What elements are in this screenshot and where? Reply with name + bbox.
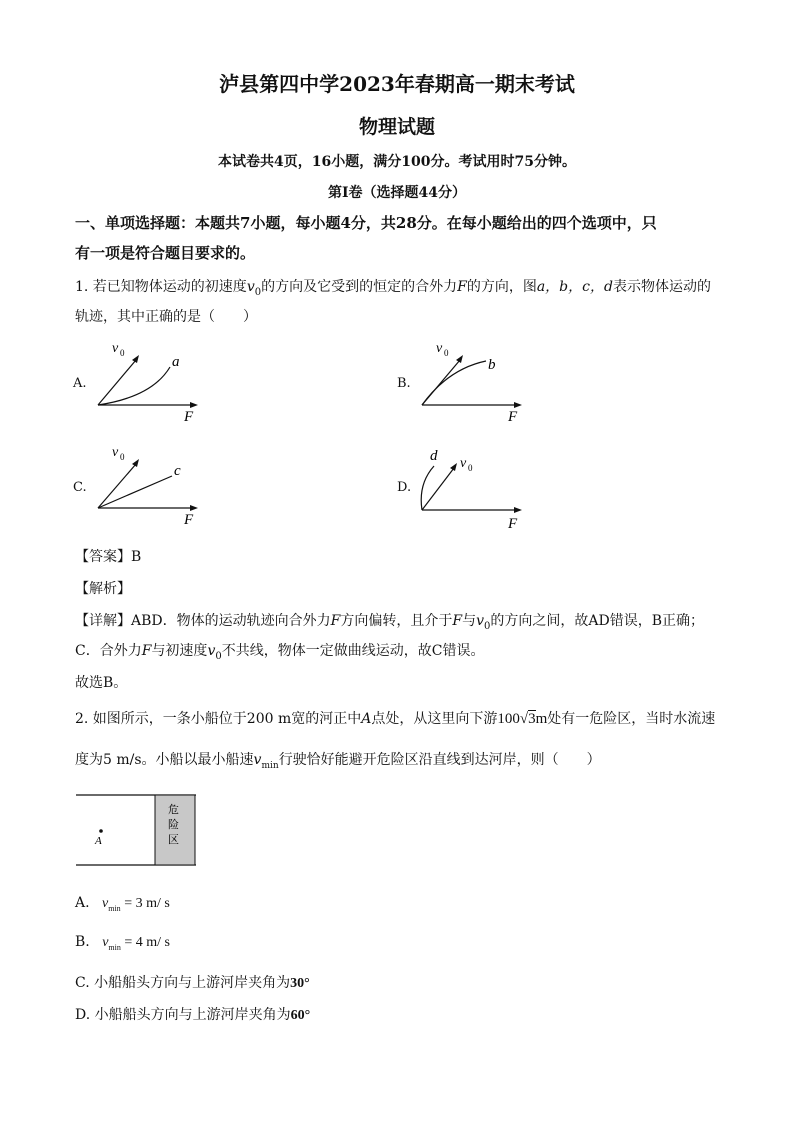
q1-stem-text: 的方向及它受到的恒定的合外力 <box>261 279 458 295</box>
q1-abcd-symbols: a，b，c，d <box>536 279 613 295</box>
exam-info: 本试卷共4页，16小题，满分100分。考试用时75分钟。 <box>218 154 576 170</box>
option-text: C. 小船船头方向与上游河岸夹角为 <box>75 975 291 991</box>
v-symbol: v <box>102 896 109 911</box>
q1-stem-text: 的方向，图 <box>466 279 537 295</box>
q1-detail-line2 <box>75 640 484 662</box>
arrowhead <box>132 459 139 467</box>
q2-option-c <box>75 972 310 992</box>
danger-char-3: 区 <box>168 833 179 846</box>
v-sub: min <box>108 903 121 913</box>
q1-stem-text: 1. 若已知物体运动的初速度 <box>75 279 247 295</box>
v-sub: min <box>108 942 121 952</box>
q2-stem-line2 <box>75 749 601 771</box>
curve-label: c <box>174 463 181 479</box>
trajectory-line <box>98 476 172 508</box>
option-math <box>102 896 170 911</box>
q1-v0-symbol: v <box>246 279 255 295</box>
v-symbol: v <box>253 752 262 768</box>
section-heading-line2: 有一项是符合题目要求的。 <box>75 244 256 262</box>
detail-text: 与初速度 <box>151 643 208 659</box>
q1-diagram-a <box>90 335 220 430</box>
v-sub: 0 <box>483 620 491 632</box>
arrowhead <box>450 463 457 471</box>
point-A-symbol: A <box>361 711 372 727</box>
option-angle: 60° <box>290 1008 311 1023</box>
q1-option-b-label: B. <box>397 376 411 391</box>
v-label: v <box>112 445 119 460</box>
math-radicand: 3 <box>528 711 536 727</box>
point-A-label: A <box>95 835 102 847</box>
option-value: = 3 m/ s <box>124 896 170 911</box>
math-unit: m <box>535 711 548 727</box>
q1-diagram-d <box>414 440 544 535</box>
detail-text: C．合外力 <box>75 643 142 659</box>
curve-label: b <box>488 357 496 373</box>
v-symbol: v <box>207 643 216 659</box>
v-sub: 0 <box>215 650 222 662</box>
v-sub: 0 <box>468 463 473 473</box>
detail-text: 【详解】ABD．物体的运动轨迹向合外力 <box>75 613 331 629</box>
q1-analysis-heading: 【解析】 <box>75 581 131 597</box>
q2-option-a <box>75 895 170 913</box>
q2-stem-line1 <box>75 708 715 728</box>
trajectory-curve <box>98 367 170 405</box>
exam-subtitle: 物理试题 <box>358 116 435 138</box>
F-label: F <box>184 409 194 425</box>
q2-stem-text: 行驶恰好能避开危险区沿直线到达河岸，则（ ） <box>278 752 601 768</box>
q2-stem-text: 2. 如图所示，一条小船位于200 m宽的河正中 <box>75 711 362 727</box>
q2-stem-text: 点处，从这里向下游 <box>371 711 498 727</box>
section-heading-line1: 一、单项选择题：本题共7小题，每小题4分，共28分。在每小题给出的四个选项中，只 <box>75 214 657 232</box>
arrowhead <box>190 402 198 408</box>
option-text: D. 小船船头方向与上游河岸夹角为 <box>75 1007 291 1023</box>
arrowhead <box>514 402 522 408</box>
option-value: = 4 m/ s <box>124 935 170 950</box>
detail-text: 方向偏转，且介于 <box>340 613 453 629</box>
velocity-arrow <box>422 468 454 510</box>
q1-detail-line1 <box>75 610 704 632</box>
distance-expression <box>497 710 547 727</box>
v-symbol: v <box>102 935 109 950</box>
v-symbol: v <box>476 613 484 629</box>
detail-text: 不共线，物体一定做曲线运动，故C错误。 <box>221 643 485 659</box>
q1-answer: 【答案】B <box>75 549 142 565</box>
v-label: v <box>460 456 467 471</box>
option-angle: 30° <box>290 976 310 991</box>
q1-option-d-label: D. <box>397 480 412 495</box>
curve-label: a <box>172 354 180 370</box>
q1-v0-sub: 0 <box>254 286 262 298</box>
curve-label: d <box>430 448 438 464</box>
v-label: v <box>112 341 119 356</box>
F-label: F <box>508 409 518 425</box>
exam-title: 泸县第四中学2023年春期高一期末考试 <box>219 72 575 96</box>
detail-text: 的方向之间，故AD错误，B正确； <box>490 613 704 629</box>
arrowhead <box>132 355 139 363</box>
velocity-arrow <box>98 464 136 508</box>
q2-stem-text: 处有一危险区，当时水流速 <box>547 711 716 727</box>
q1-conclusion: 故选B。 <box>75 675 128 691</box>
option-label: B. <box>75 934 90 950</box>
velocity-arrow <box>98 360 136 405</box>
q1-stem-text: 表示物体运动的 <box>612 279 711 295</box>
v-label: v <box>436 341 443 356</box>
q1-diagram-b <box>414 335 544 430</box>
q1-option-a-label: A. <box>73 376 87 391</box>
F-symbol: F <box>330 613 341 629</box>
F-symbol: F <box>141 643 152 659</box>
F-symbol: F <box>452 613 463 629</box>
v-sub: 0 <box>120 348 125 358</box>
danger-char-1: 危 <box>168 803 179 816</box>
v-sub: 0 <box>444 348 449 358</box>
q2-option-d <box>75 1004 310 1024</box>
v-sub: 0 <box>120 452 125 462</box>
option-math <box>102 935 170 950</box>
detail-text: 与 <box>462 613 477 629</box>
q2-option-b <box>75 934 170 952</box>
q1-F-symbol: F <box>457 279 467 295</box>
point-A-dot <box>99 829 103 833</box>
arrowhead <box>514 507 522 513</box>
q1-stem-line2: 轨迹，其中正确的是（ ） <box>75 309 257 325</box>
F-label: F <box>184 512 194 528</box>
part-heading: 第I卷（选择题44分） <box>327 185 467 201</box>
v-sub: min <box>261 760 279 771</box>
F-label: F <box>508 516 518 532</box>
arrowhead <box>190 505 198 511</box>
q1-option-c-label: C. <box>73 480 87 495</box>
q2-stem-text: 度为5 m/s。小船以最小船速 <box>75 752 254 768</box>
q2-river-figure <box>74 793 200 869</box>
arrowhead <box>456 355 463 363</box>
option-label: A. <box>75 895 90 911</box>
math-number: 100 <box>497 711 520 727</box>
sqrt-symbol: √ <box>519 711 529 727</box>
danger-char-2: 险 <box>168 818 179 831</box>
q1-diagram-c <box>90 440 220 535</box>
q1-stem-line1 <box>75 276 711 298</box>
